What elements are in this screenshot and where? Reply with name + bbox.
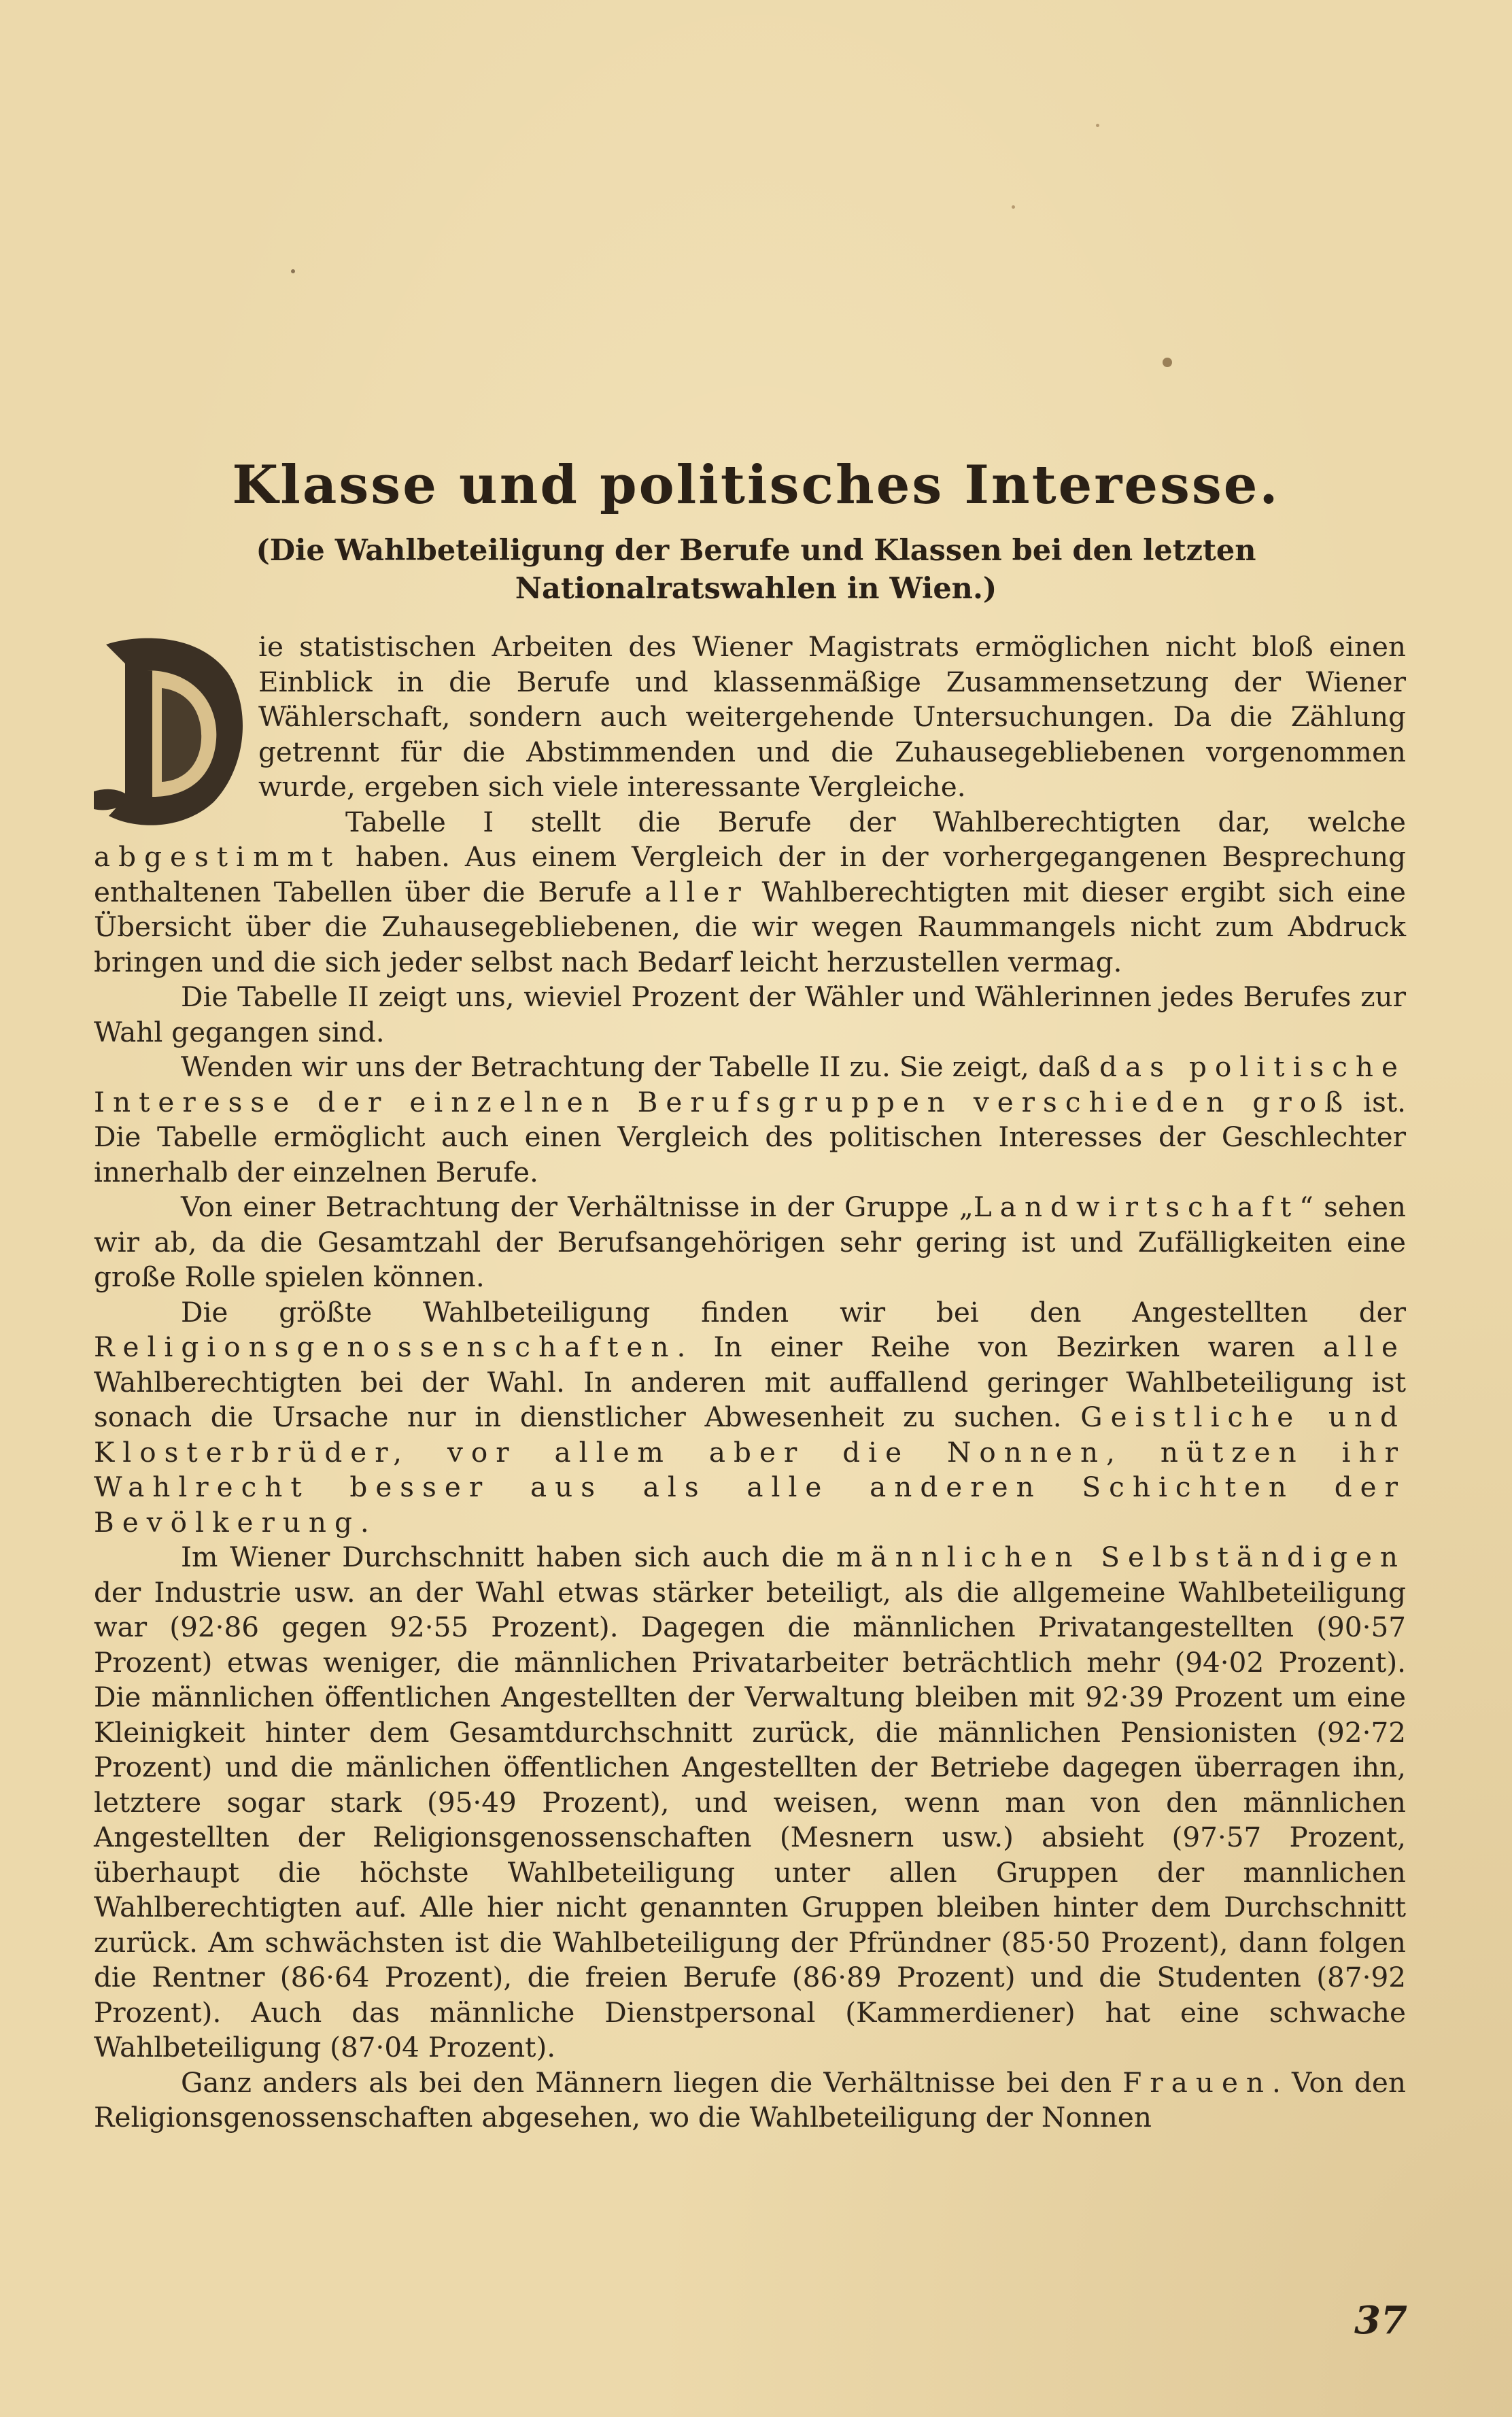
paragraph: Die Tabelle II zeigt uns, wieviel Prozent der Wähler und Wählerinnen jedes Berufes zur Wahl gegangen sind.: [94, 980, 1406, 1048]
paragraph: [94, 1190, 1406, 1295]
paper-speck: [291, 269, 295, 273]
paragraph: [94, 1540, 1406, 2065]
spaced-text: abgestimmt: [94, 840, 341, 873]
spaced-text: aller: [645, 875, 749, 908]
text-run: Wahlberechtigten bei der Wahl. In anderen mit auffallend geringer Wahlbeteiligung ist sonach die Ursache nur in dienstlicher Abwesenheit zu suchen.: [94, 1365, 1406, 1433]
text-run: Wahlberechtigten mit dieser ergibt sich eine Übersicht über die Zuhausegebliebenen, die wir wegen Raummangels nicht zum Abdruck bringen und die sich jeder selbst nach Bedarf leicht herzustellen vermag.: [94, 875, 1406, 978]
text-run: Ganz anders als bei den Männern liegen die Verhältnisse bei den: [181, 2065, 1123, 2099]
text-run: Tabelle I stellt die Berufe der Wahlberechtigten dar, welche: [345, 805, 1406, 838]
drop-cap-ornament: [94, 631, 249, 829]
paragraph: [94, 2065, 1406, 2136]
spaced-text: Religionsgenossenschaften: [94, 1331, 677, 1363]
spaced-text: männlichen Selbständigen: [836, 1541, 1406, 1573]
text-run: . In einer Reihe von Bezirken waren: [676, 1331, 1323, 1363]
paragraph: [94, 805, 1406, 980]
spaced-text: alle: [1322, 1331, 1406, 1363]
text-run: . Von den Religionsgenossenschaften abgesehen, wo die Wahlbeteiligung der Nonnen: [94, 2065, 1406, 2133]
spaced-text: Geistliche und Klosterbrüder, vor allem aber die Nonnen, nützen ihr Wahlrecht besser aus als alle anderen Schichten der Bevölkerung: [94, 1401, 1406, 1539]
article-body: [94, 630, 1406, 2136]
text-run: Wenden wir uns der Betrachtung der Tabelle II zu. Sie zeigt, daß: [181, 1050, 1100, 1083]
paragraph: [94, 1295, 1406, 1541]
text-run: ist. Die Tabelle ermöglicht auch einen Vergleich des politischen Interesses der Geschlechter innerhalb der einzelnen Berufe.: [94, 1085, 1407, 1188]
text-run: .: [360, 1505, 369, 1539]
text-run: Von einer Betrachtung der Verhältnisse in der Gruppe „: [181, 1190, 974, 1223]
paragraph: [94, 1050, 1406, 1190]
subtitle: (Die Wahlbeteiligung der Berufe und Klassen bei den letzten Nationalratswahlen in Wien.): [256, 534, 1256, 606]
text-run: Die größte Wahlbeteiligung finden wir bei den Angestellten der: [181, 1295, 1406, 1329]
spaced-text: Frauen: [1122, 2065, 1272, 2099]
paper-speck: [1012, 205, 1015, 209]
text-run: haben. Aus einem Vergleich der in der vorhergegangenen Besprechung enthaltenen Tabellen über die Berufe: [94, 840, 1406, 908]
paper-speck: [1163, 358, 1172, 367]
paper-speck: [1096, 124, 1099, 127]
drop-cap: [94, 631, 249, 829]
spaced-text: das politische Interesse der einzelnen Berufsgruppen verschieden groß: [94, 1050, 1406, 1118]
paragraph-text: ie statistischen Arbeiten des Wiener Magistrats ermöglichen nicht bloß einen Einblick in die Berufe und klassenmäßige Zusammensetzung der Wiener Wählerschaft, sondern auch weitergehende Untersuchungen. Da die Zählung getrennt für die Abstimmenden und die Zuhausegebliebenen vorgenommen wurde, ergeben sich viele interessante Vergleiche.: [258, 630, 1406, 803]
paragraph-intro: [94, 630, 1406, 805]
text-run: Im Wiener Durchschnitt haben sich auch die: [181, 1541, 837, 1573]
page-number: 37: [1354, 2298, 1407, 2343]
spaced-text: Landwirtschaft: [973, 1190, 1300, 1223]
page-title: Klasse und politisches Interesse.: [232, 454, 1280, 516]
text-run: der Industrie usw. an der Wahl etwas stärker beteiligt, als die allgemeine Wahlbeteiligung war (92·86 gegen 92·55 Prozent). Dagegen die männlichen Privatangestellten (90·57 Prozent) etwas weniger, die männlichen Privatarbeiter beträchtlich mehr (94·02 Prozent). Die männlichen öffentlichen Angestellten der Verwaltung bleiben mit 92·39 Prozent um eine Kleinigkeit hinter dem Gesamtdurchschnitt zurück, die männlichen Pensionisten (92·72 Prozent) und die mänlichen öffentlichen Angestellten der Betriebe dagegen überragen ihn, letztere sogar stark (95·49 Prozent), und weisen, wenn man von den männlichen Angestellten der Religionsgenossenschaften (Mesnern usw.) absieht (97·57 Prozent, überhaupt die höchste Wahlbeteiligung unter allen Gruppen der mannlichen Wahlberechtigten auf. Alle hier nicht genannten Gruppen bleiben hinter dem Durchschnitt zurück. Am schwächsten ist die Wahlbeteiligung der Pfründner (85·50 Prozent), dann folgen die Rentner (86·64 Prozent), die freien Berufe (86·89 Prozent) und die Studenten (87·92 Prozent). Auch das männliche Dienstpersonal (Kammerdiener) hat eine schwache Wahlbeteiligung (87·04 Prozent).: [94, 1575, 1406, 2063]
text-run: “ sehen wir ab, da die Gesamtzahl der Berufsangehörigen sehr gering ist und Zufälligkeiten eine große Rolle spielen können.: [94, 1190, 1407, 1293]
